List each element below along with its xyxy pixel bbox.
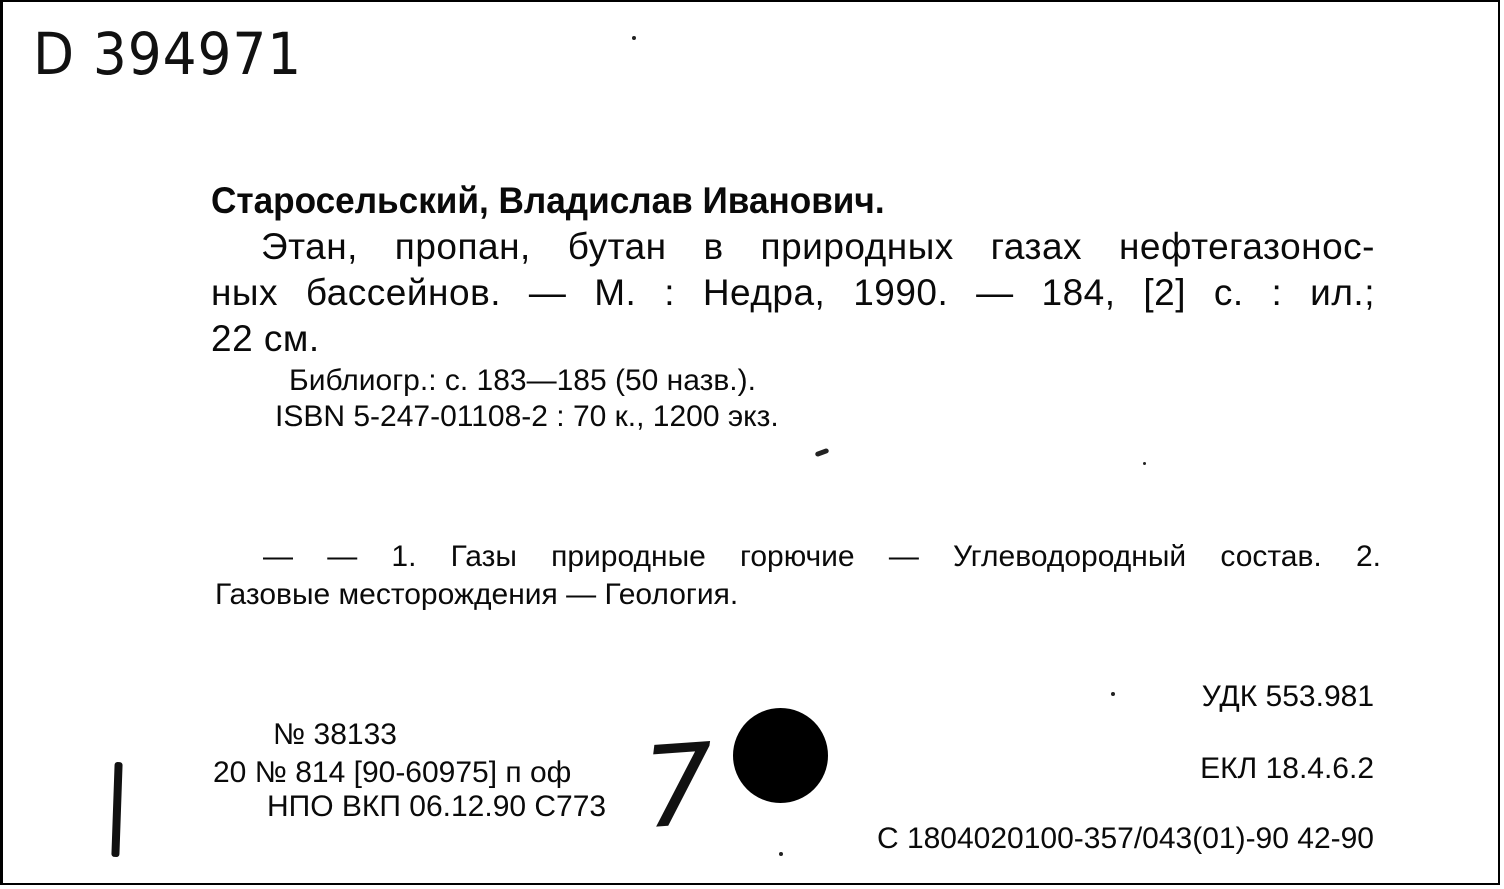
catalog-number: С 1804020100-357/043(01)-90 42-90 <box>876 822 1374 855</box>
shelf-mark: D 394971 <box>33 20 303 88</box>
order-number: № 38133 <box>273 718 397 751</box>
udk-code: УДК 553.981 <box>1201 680 1374 713</box>
ink-mark <box>111 762 122 857</box>
punch-hole <box>733 708 828 803</box>
handwritten-mark: 7 <box>638 719 719 855</box>
title-line-3: 22 см. <box>211 318 320 359</box>
speck <box>815 448 830 457</box>
isbn-note: ISBN 5-247-01108-2 : 70 к., 1200 экз. <box>275 400 779 433</box>
bibliography-note: Библиогр.: с. 183—185 (50 назв.). <box>289 364 756 397</box>
print-line: 20 № 814 [90-60975] п оф <box>213 756 572 789</box>
title-line-2: ных бассейнов. — М. : Недра, 1990. — 184, [2] с. : ил.; <box>211 272 1375 313</box>
author-heading: Старосельский, Владислав Иванович. <box>211 180 885 221</box>
speck <box>1143 462 1146 465</box>
ekl-code: ЕКЛ 18.4.6.2 <box>1200 752 1374 785</box>
subjects-line-1: — — 1. Газы природные горючие — Углеводородный состав. 2. <box>263 540 1381 573</box>
subjects-line-2: Газовые месторождения — Геология. <box>215 578 739 611</box>
speck <box>779 852 783 856</box>
speck <box>1111 692 1115 696</box>
title-line-1: Этан, пропан, бутан в природных газах нефтегазонос- <box>261 226 1375 267</box>
speck <box>632 36 636 40</box>
publisher-line: НПО ВКП 06.12.90 С773 <box>267 790 607 823</box>
